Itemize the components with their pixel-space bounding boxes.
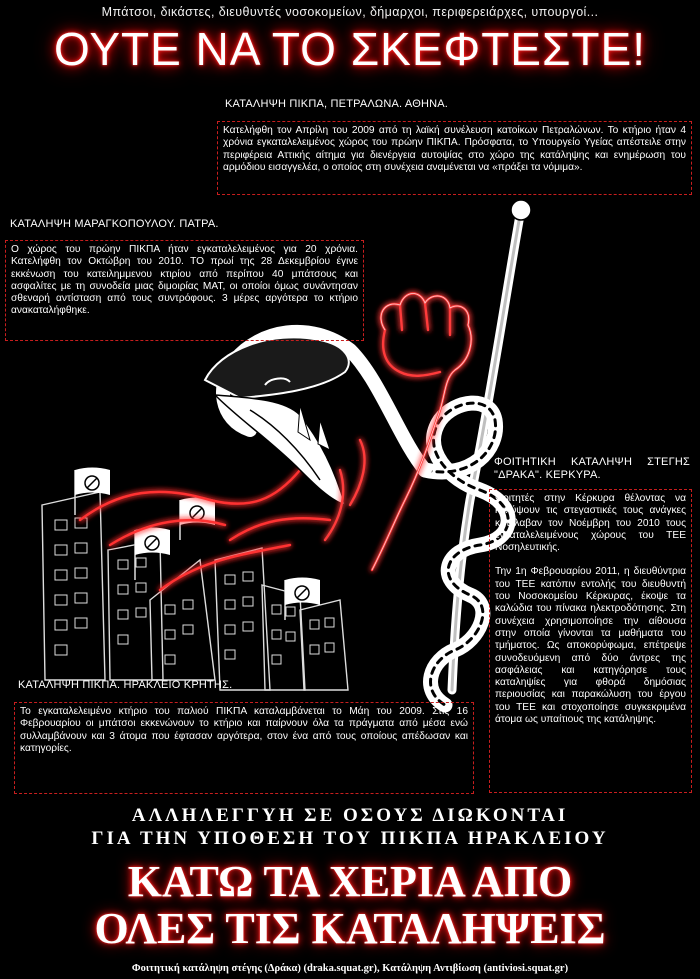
section-text-kerkyra-2: Την 1η Φεβρουαρίου 2011, η διευθύντρια του ΤΕΕ κατόπιν εντολής του διευθυντή του Νοσοκομείου Κέρκυρας, έκοψε τα καλώδια του πίνακα ηλεκτροδότησης. Στη συνέχεια χρησιμοποίησε την αίθουσα στην οποία γίνονται τα μαθήματα του τμήματος. Ως αποκορύφωμα, επέτρεψε συνοδευόμενη από δύο άντρες της ασφάλειας και κατηγόρησε τους καταληψίες για φθορά δημόσιας περιουσίας και παρακώλυση του έργου του ΤΕΕ και στοχοποίησε συγκεκριμένα άτομα ως υπαίτιους της κατάληψης. [495, 566, 686, 726]
solidarity-heading [0, 804, 700, 850]
flag-4 [285, 578, 320, 621]
section-box-kerkyra [489, 489, 692, 793]
section-box-patra [5, 240, 364, 341]
section-box-heraklion [14, 702, 474, 794]
header-subtitle: Μπάτσοι, δικάστες, διευθυντές νοσοκομείων, δήμαρχοι, περιφερειάρχες, υπουργοί... [101, 5, 599, 19]
red-glow-streaks [80, 470, 330, 590]
building-1 [42, 492, 105, 680]
page-title: ΟΥΤΕ ΝΑ ΤΟ ΣΚΕΦΤΕΣΤΕ! [54, 23, 646, 75]
flag-3 [135, 528, 170, 581]
building-6 [300, 600, 348, 690]
flag-2 [180, 498, 215, 541]
section-text-athens: Κατελήφθη τον Απρίλη του 2009 από τη λαϊκή συνέλευση κατοίκων Πετραλώνων. Το κτήριο ήταν 4 χρόνια εγκαταλελειμένος χώρος του πρώην ΠΙΚΠΑ. Πρόσφατα, το Υπουργείο Υγείας απέστειλε στην περιφέρεια Αττικής αίτημα για διενέργεια αυτοψίας στο χώρο της κατάληψης και ενημέρωση του αρμόδιου εισαγγελέα, ο οποίος στη συνέχεια αναμένεται να «πράξει τα νόμιμα». [223, 125, 686, 173]
section-text-patra: Ο χώρος του πρώην ΠΙΚΠΑ ήταν εγκαταλελειμένος για 20 χρόνια. Κατελήφθη τον Οκτώβρη του 2010. ΤΟ πρωί της 28 Δεκεμβρίου έγινε εκκένωση του κατειλημμενου κτιρίου από περίπου 40 μπάτσους και ασφαλίτες με τη συνοδεία μιας διμοιρίας ΜΑΤ, οι οποίοι όμως συνάντησαν σθεναρή αντίσταση από τους συντρόφους. 3 μέρες αργότερα το κτήριο ανακαταλήφθηκε. [11, 244, 358, 317]
section-label-athens: ΚΑΤΑΛΗΨΗ ΠΙΚΠΑ, ΠΕΤΡΑΛΩΝΑ. ΑΘΗΝΑ. [225, 98, 449, 110]
section-label-kerkyra: ΦΟΙΤΗΤΙΚΗ ΚΑΤΑΛΗΨΗ ΣΤΕΓΗΣ "ΔΡΑΚΑ". ΚΕΡΚΥΡΑ. [494, 456, 690, 481]
flag-1 [75, 468, 110, 516]
building-3 [150, 560, 215, 680]
section-text-heraklion: Το εγκαταλελειμένο κτήριο του παλιού ΠΙΚΠΑ καταλαμβάνεται το Μάη του 2009. Στις 16 Φεβρουαρίου οι μπάτσοι εκκενώνουν το κτήριο και παίρνουν όλα τα πράγματα από μέσα ενώ συλλαμβάνουν και 3 άτομα που έφτασαν αργότερα, στον ένα από τους οποίους απέδωσαν και κατηγορίες. [20, 706, 468, 754]
glowing-fist-core [372, 293, 471, 570]
main-slogan-line-2: ΟΛΕΣ ΤΙΣ ΚΑΤΑΛΗΨΕΙΣ [94, 904, 606, 953]
section-text-kerkyra-1: Φοιτητές στην Κέρκυρα θέλοντας να καλύψουν τις στεγαστικές τους ανάγκες κατέλαβαν τον Νοέμβρη του 2010 τους εγκαταλελειμένους χώρους του ΤΕΕ Νοσηλευτικής. [495, 493, 686, 554]
building-4 [215, 548, 270, 690]
solidarity-line-1: ΑΛΛΗΛΕΓΓΥΗ ΣΕ ΟΣΟΥΣ ΔΙΩΚΟΝΤΑΙ [131, 805, 569, 826]
main-slogan-line-1: ΚΑΤΩ ΤΑ ΧΕΡΙΑ ΑΠΟ [127, 857, 573, 906]
section-label-patra: ΚΑΤΑΛΗΨΗ ΜΑΡΑΓΚΟΠΟΥΛΟΥ. ΠΑΤΡΑ. [10, 218, 219, 230]
footer-credits: Φοιτητική κατάληψη στέγης (Δράκα) (draka.squat.gr), Κατάληψη Αντιβίωση (antiviosi.squat.gr) [131, 963, 569, 974]
section-label-heraklion: ΚΑΤΑΛΗΨΗ ΠΙΚΠΑ. ΗΡΑΚΛΕΙΟ ΚΡΗΤΗΣ. [18, 679, 233, 691]
main-slogan [0, 858, 700, 952]
section-box-athens [217, 121, 692, 195]
solidarity-line-2: ΓΙΑ ΤΗΝ ΥΠΟΘΕΣΗ ΤΟΥ ΠΙΚΠΑ ΗΡΑΚΛΕΙΟΥ [91, 828, 609, 849]
